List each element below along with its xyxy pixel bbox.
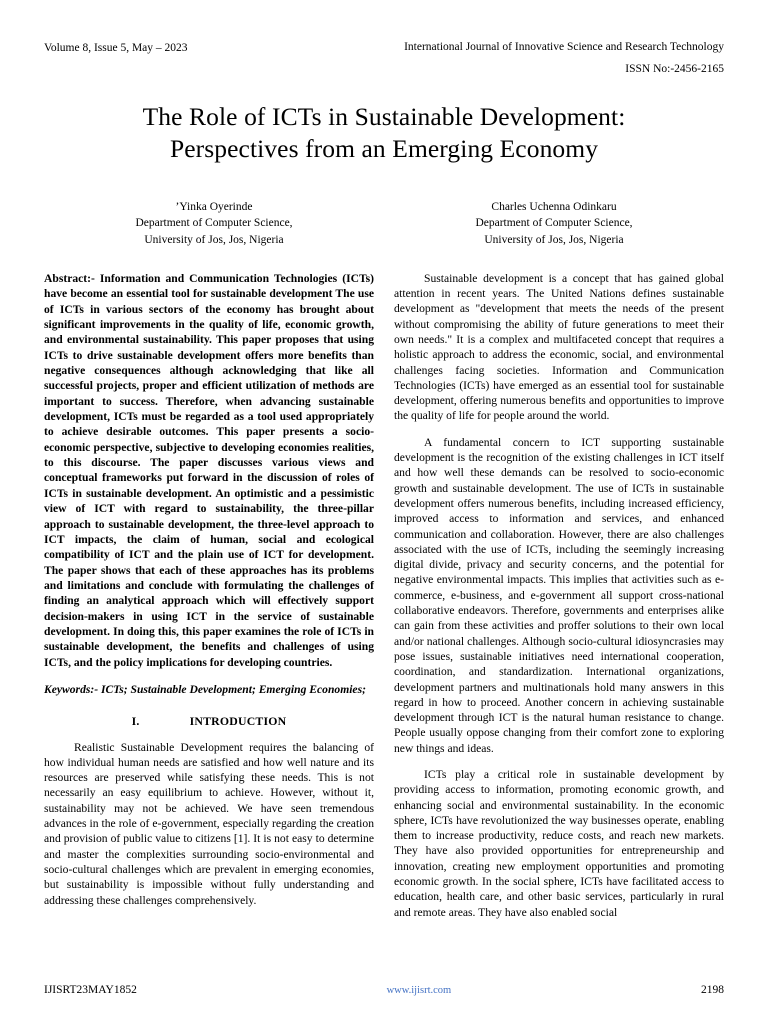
title-line-2: Perspectives from an Emerging Economy [169, 133, 599, 163]
author-department: Department of Computer Science, [135, 217, 293, 230]
left-column [44, 271, 374, 931]
author-entry [44, 199, 384, 249]
journal-url-link[interactable]: www.ijisrt.com [386, 985, 452, 996]
author-entry [384, 199, 724, 249]
author-department: Department of Computer Science, [475, 217, 633, 230]
volume-issue-text: Volume 8, Issue 5, May – 2023 [44, 42, 188, 54]
journal-name: International Journal of Innovative Science and Research Technology [404, 41, 724, 53]
right-column [394, 271, 724, 931]
issn-text: ISSN No:-2456-2165 [625, 62, 724, 75]
page-footer [44, 984, 724, 996]
author-affiliation: University of Jos, Jos, Nigeria [484, 234, 624, 247]
paper-id: IJISRT23MAY1852 [44, 984, 137, 996]
page-title [56, 101, 712, 165]
author-affiliation: University of Jos, Jos, Nigeria [144, 234, 284, 247]
author-block [44, 199, 724, 249]
running-head [44, 40, 724, 77]
body-paragraph: Realistic Sustainable Development requires the balancing of how individual human needs are satisfied and how well nature and its resources are preserved while satisfying these needs. This is not necessarily an easy equilibrium to achieve. However, without it, sustainability may not be achieved. We have seen tremendous advances in the role of e-government, especially regarding the creation and provision of public value to citizens [1]. It is not easy to determine and master the complexities surrounding socio-environmental and socio-cultural challenges which are prevalent in emerging economies, but sustainability is impossible without fully understanding and addressing these challenges comprehensively. [44, 740, 374, 907]
section-title: INTRODUCTION [189, 713, 287, 728]
author-name: Charles Uchenna Odinkaru [491, 200, 617, 213]
section-heading-introduction [44, 714, 374, 729]
body-columns [44, 271, 724, 931]
body-paragraph: ICTs play a critical role in sustainable development by providing access to information, promoting economic growth, and enhancing social and environmental sustainability. In the economic sphere, ICTs have revolutionized the way businesses operate, enabling them to increase productivity, reduce costs, and reach new markets. They have also provided opportunities for entrepreneurship and innovation, creating new employment opportunities and promoting economic growth. In the social sphere, ICTs have facilitated access to education, health care, and other basic services, particularly in rural and remote areas. They have also enabled social [394, 768, 724, 919]
body-paragraph: A fundamental concern to ICT supporting sustainable development is the recognition of the existing challenges in ICT itself and how well these demands can be resolved to socio-economic growth and sustainable development. The use of ICTs in sustainable development offers numerous benefits, including increased efficiency, improved access to information and services, and enhanced communication and collaboration. However, there are also challenges associated with the use of ICTs, including the seemingly increasing digital divide, privacy and security concerns, and the potential for negative environmental impacts. This implies that activities such as e-commerce, e-business, and e-government all support cross-national collaborative endeavors. Therefore, governments and enterprises alike can gain from these activities and proffer solutions to their own local and/or national challenges. Although socio-cultural idiosyncrasies may pose issues, sustainable initiatives need international cooperation, coordination, and standardization. International organizations, development partners and multinationals hold many answers in this regard in how to proceed. Another concern in achieving sustainable development through ICT is the natural human resistance to change. People usually oppose changing from their comfort zone to exploring new things and ideas. [394, 435, 724, 755]
journal-info [404, 40, 724, 77]
section-numeral: I. [131, 713, 140, 728]
body-paragraph: Sustainable development is a concept that has gained global attention in recent years. The United Nations defines sustainable development as "development that meets the needs of the present without compromising the ability of future generations to meet their own needs." It is a complex and multifaceted concept that requires a holistic approach to address the economic, social, and environmental challenges facing societies. Information and Communication Technologies (ICTs) have emerged as an essential tool for sustainable development, offering numerous benefits and opportunities to improve the quality of life for people around the world. [394, 271, 724, 423]
title-line-1: The Role of ICTs in Sustainable Development: [142, 102, 626, 132]
page-number: 2198 [701, 984, 724, 996]
author-name: ’Yinka Oyerinde [175, 200, 253, 213]
abstract-text: Abstract:- Information and Communication Technologies (ICTs) have become an essential tool for sustainable development The use of ICTs in various sectors of the economy has brought about significant improvements in the quality of life, economic growth, and environmental sustainability. This paper proposes that using ICTs to drive sustainable development offers more benefits than negative consequences although acknowledging that like all successful projects, proper and efficient utilization of methods are important to success. Therefore, when advancing sustainable development, ICTs must be regarded as a tool used appropriately to achieve desirable outcomes. This paper presents a socio-economic perspective, subjective to developing economies realities, to this discourse. The paper discusses various views and conceptual frameworks put forward in the discussion of roles of ICTs in sustainable development. An optimistic and a pessimistic view of ICT with regard to sustainability, the three-pillar approach to sustainable development, the three-level approach to ICT impacts, the claim of human, social and ecological compatibility of ICT and the plain use of ICT for development. The paper shows that each of these approaches has its problems and limitations and conclude with formulating the challenges of finding an analytical approach which will effectively support decision-makers in using ICT in the service of sustainable development. In doing this, this paper examines the role of ICTs in sustainable development, the benefits and challenges of using ICTs, and the policy implications for developing countries. [44, 271, 374, 669]
keywords-text: Keywords:- ICTs; Sustainable Development; Emerging Economies; [44, 683, 366, 697]
